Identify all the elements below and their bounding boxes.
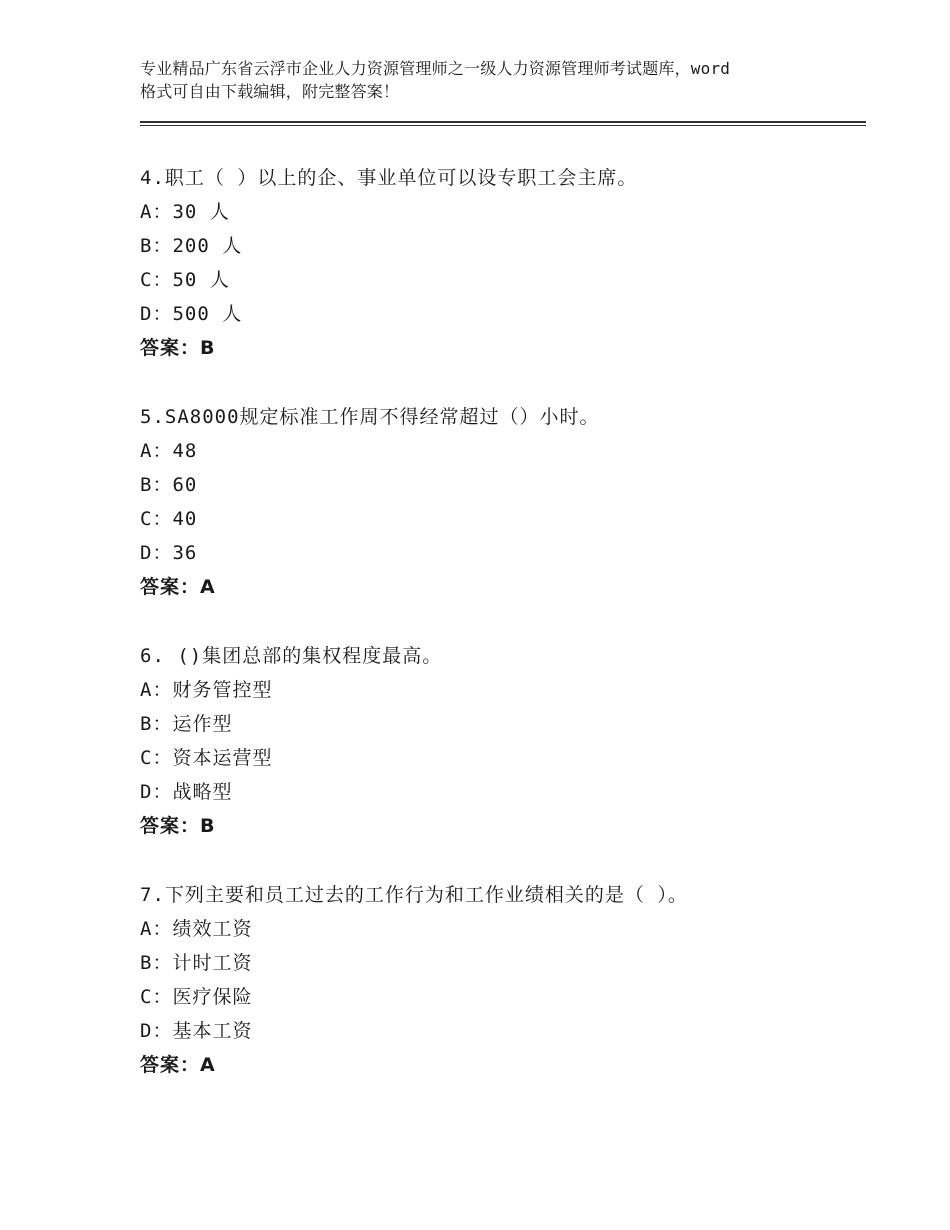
question-5: [140, 400, 860, 604]
option-c: C：40: [140, 508, 198, 530]
option-b: B：计时工资: [140, 952, 253, 974]
option-a: A：48: [140, 440, 198, 462]
question-7: [140, 878, 860, 1082]
answer: 答案：A: [140, 576, 216, 598]
answer: 答案：A: [140, 1054, 216, 1076]
option-b: B：200 人: [140, 235, 243, 257]
option-d: D：500 人: [140, 303, 243, 325]
option-b: B：60: [140, 474, 198, 496]
question-text: 6. ()集团总部的集权程度最高。: [140, 645, 443, 667]
answer: 答案：B: [140, 337, 216, 359]
question-text: 7.下列主要和员工过去的工作行为和工作业绩相关的是（ ）。: [140, 884, 688, 906]
option-d: D：战略型: [140, 781, 233, 803]
option-a: A：绩效工资: [140, 918, 253, 940]
question-4: [140, 161, 860, 365]
question-text: 4.职工（ ）以上的企、事业单位可以设专职工会主席。: [140, 167, 638, 189]
option-c: C：医疗保险: [140, 986, 253, 1008]
option-c: C：50 人: [140, 269, 230, 291]
header-divider-thin: [140, 125, 866, 126]
header-line-2: 格式可自由下载编辑，附完整答案！: [140, 82, 400, 101]
option-d: D：36: [140, 542, 198, 564]
option-a: A：30 人: [140, 201, 230, 223]
option-d: D：基本工资: [140, 1020, 253, 1042]
document-header: [140, 57, 830, 103]
option-b: B：运作型: [140, 713, 233, 735]
question-text: 5.SA8000规定标准工作周不得经常超过（）小时。: [140, 406, 600, 428]
question-6: [140, 639, 860, 843]
header-divider-thick: [140, 121, 866, 123]
option-a: A：财务管控型: [140, 679, 273, 701]
answer: 答案：B: [140, 815, 216, 837]
header-line-1: 专业精品广东省云浮市企业人力资源管理师之一级人力资源管理师考试题库，word: [140, 59, 731, 78]
option-c: C：资本运营型: [140, 747, 273, 769]
